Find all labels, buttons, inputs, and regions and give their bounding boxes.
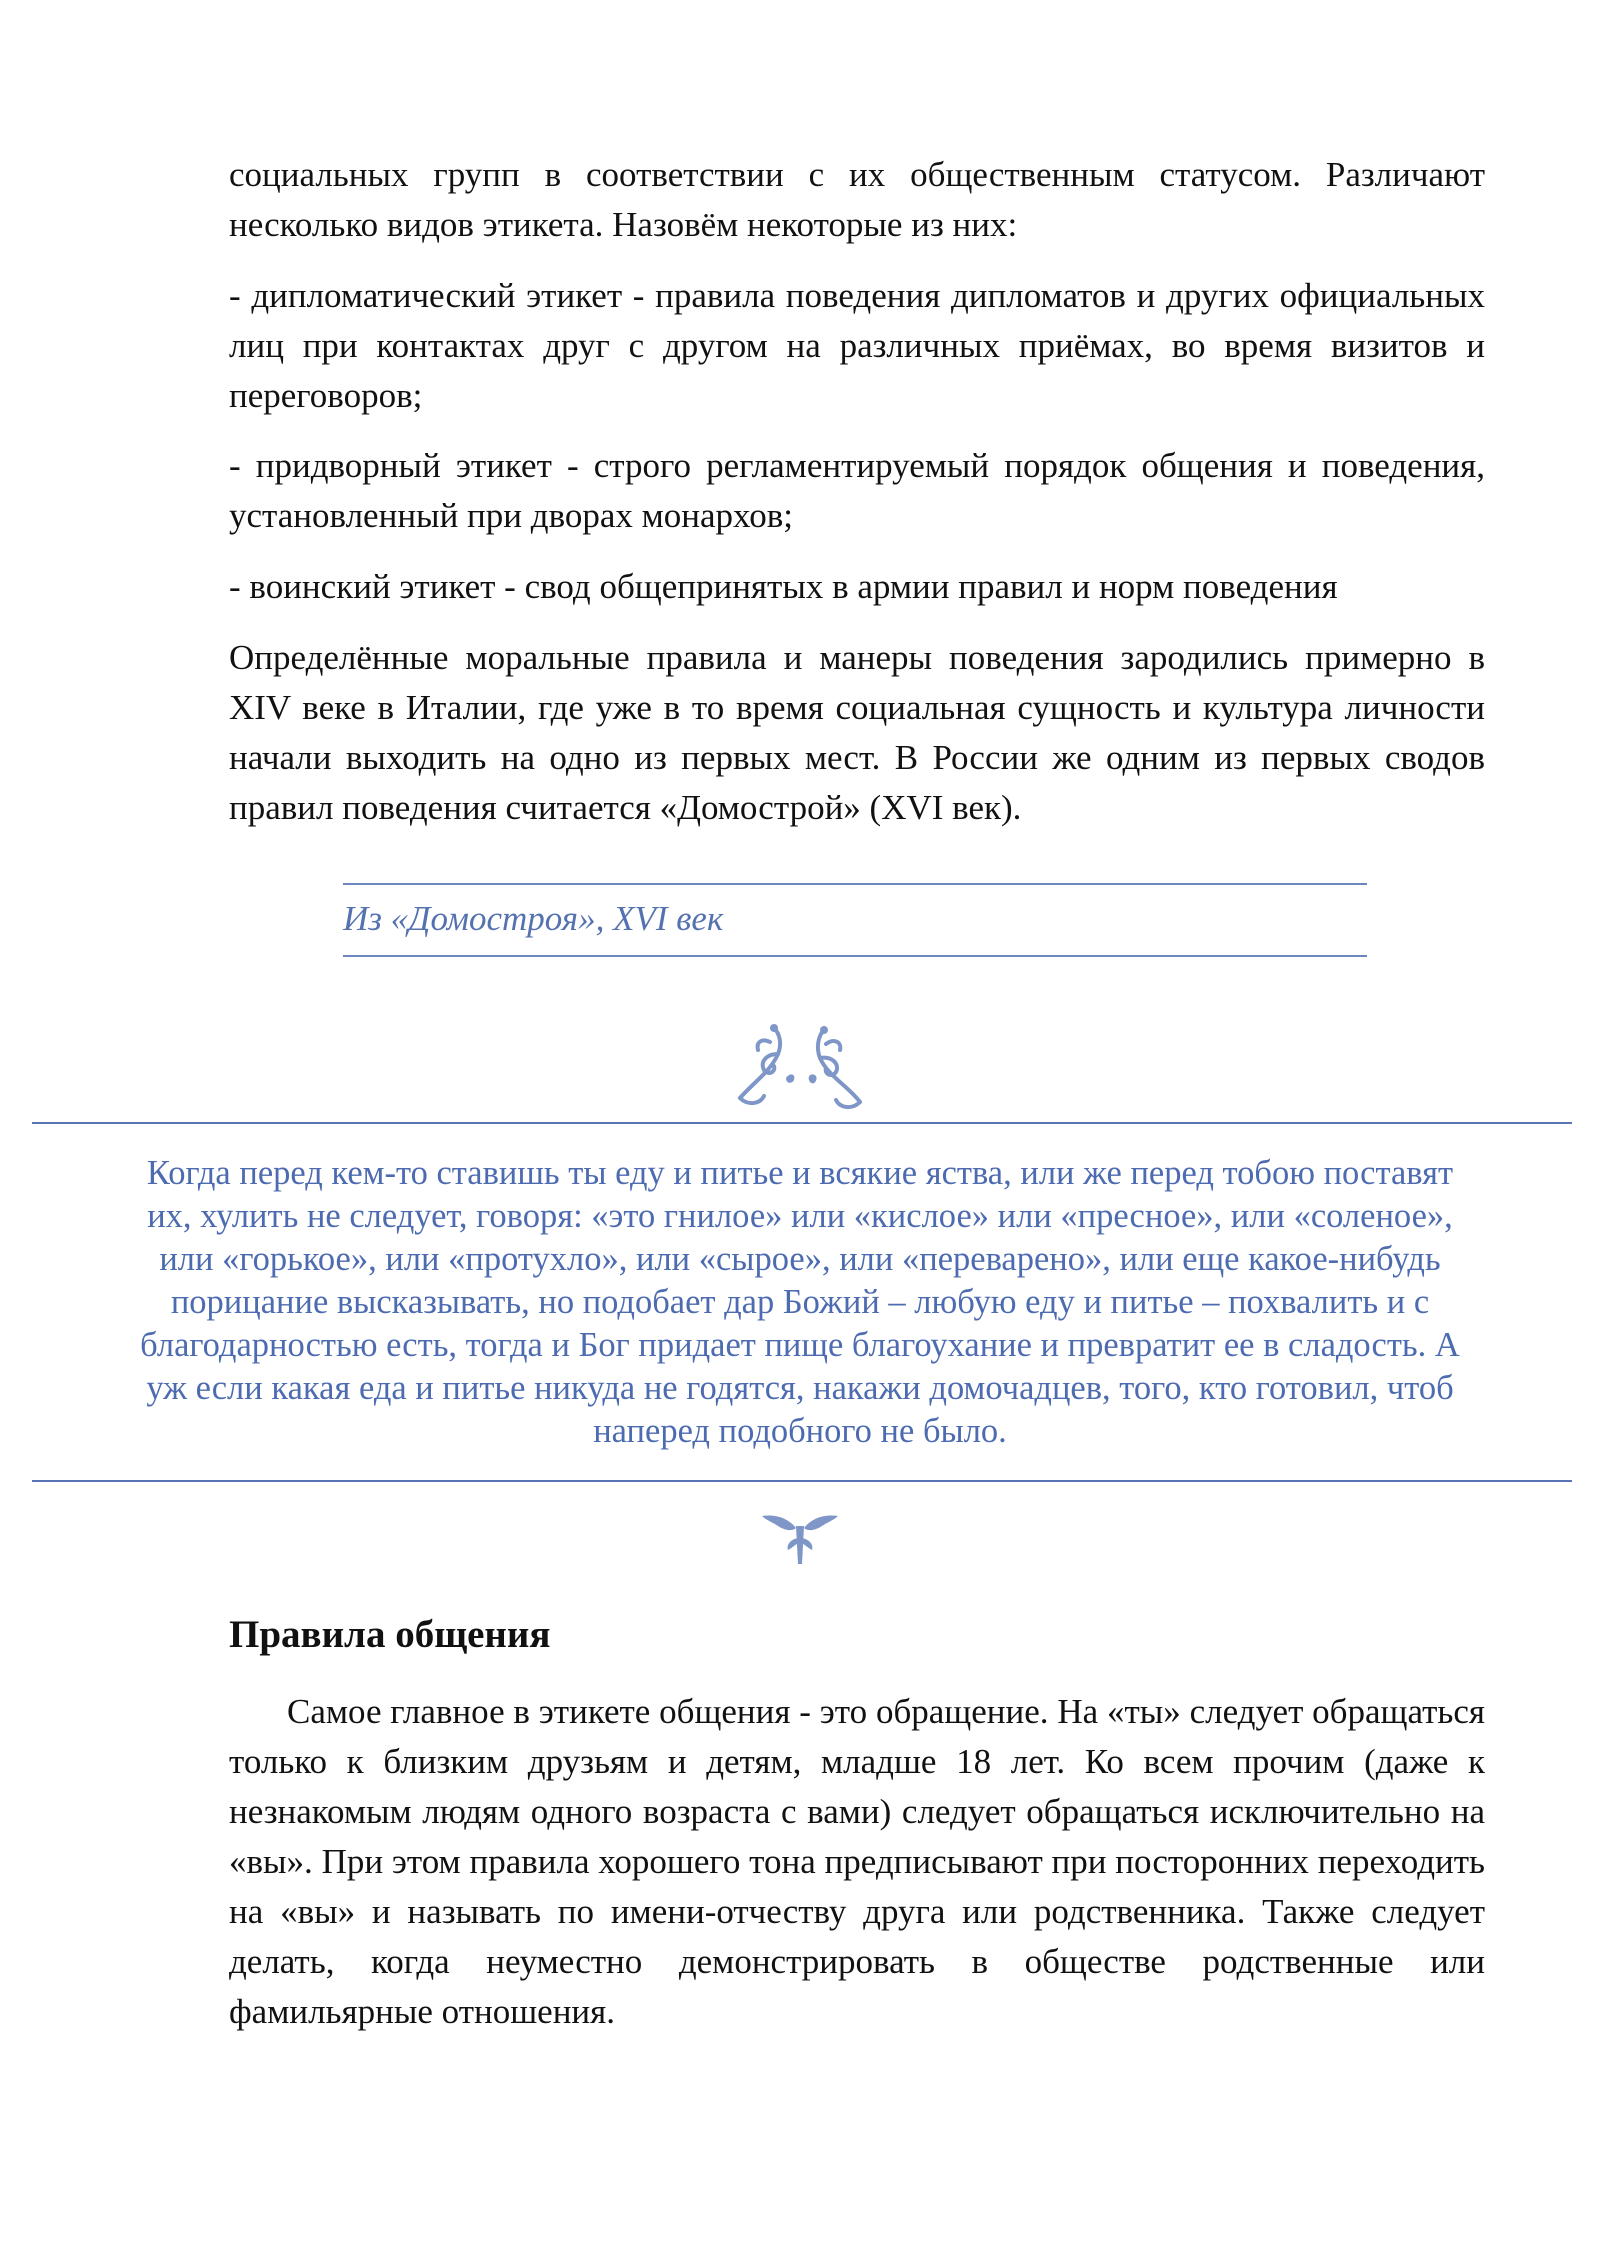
domostroy-quote — [70, 1152, 1530, 1453]
paragraph-communication-rules: Самое главное в этикете общения - это обращение. На «ты» следует обращаться только к близким друзьям и детям, младше 18 лет. Ко всем прочим (даже к незнакомым людям одного возраста с вами) следует обращаться исключительно на «вы». При этом правила хорошего тона предписывают при посторонних переходить на «вы» и называть по имени-отчеству друга или родственника. Также следует делать, когда неуместно демонстрировать в обществе родственные или фамильярные отношения. — [229, 1692, 1485, 2031]
paragraph-military-etiquette: - воинский этикет - свод общепринятых в армии правил и норм поведения — [229, 567, 1338, 606]
paragraph-intro: социальных групп в соответствии с их общественным статусом. Различают несколько видов этикета. Назовём некоторые из них: — [229, 155, 1485, 244]
quote-line: наперед подобного не было. — [593, 1412, 1007, 1450]
quote-top-rule — [32, 1122, 1572, 1124]
quote-line: уж если какая еда и питье никуда не годятся, накажи домочадцев, того, кто готовил, чтоб — [146, 1369, 1454, 1407]
quote-line: их, хулить не следует, говоря: «это гнилое» или «кислое» или «пресное», или «соленое», — [147, 1197, 1453, 1235]
quote-line: благодарностью есть, тогда и Бог придает пище благоухание и превратит ее в сладость. А — [140, 1326, 1460, 1364]
caption-bottom-rule — [343, 955, 1367, 957]
quote-bottom-rule — [32, 1480, 1572, 1482]
quote-caption: Из «Домостроя», XVI век — [343, 899, 724, 938]
paragraph-diplomatic-etiquette: - дипломатический этикет - правила поведения дипломатов и других официальных лиц при контактах друг с другом на различных приёмах, во время визитов и переговоров; — [229, 276, 1485, 415]
fleur-divider-icon — [758, 1508, 842, 1568]
paragraph-history: Определённые моральные правила и манеры поведения зародились примерно в XIV веке в Италии, где уже в то время социальная сущность и культура личности начали выходить на одно из первых мест. В России же одним из первых сводов правил поведения считается «Домострой» (XVI век). — [229, 638, 1485, 827]
floral-flourish-icon — [720, 1020, 880, 1110]
quote-line: или «горькое», или «протухло», или «сырое», или «переварено», или еще какое-нибудь — [159, 1240, 1441, 1278]
paragraph-court-etiquette: - придворный этикет - строго регламентируемый порядок общения и поведения, установленный при дворах монархов; — [229, 446, 1485, 535]
section-heading: Правила общения — [229, 1613, 551, 1656]
quote-line: порицание высказывать, но подобает дар Божий – любую еду и питье – похвалить и с — [170, 1283, 1430, 1321]
quote-line: Когда перед кем-то ставишь ты еду и питье и всякие яства, или же перед тобою поставят — [146, 1154, 1454, 1192]
